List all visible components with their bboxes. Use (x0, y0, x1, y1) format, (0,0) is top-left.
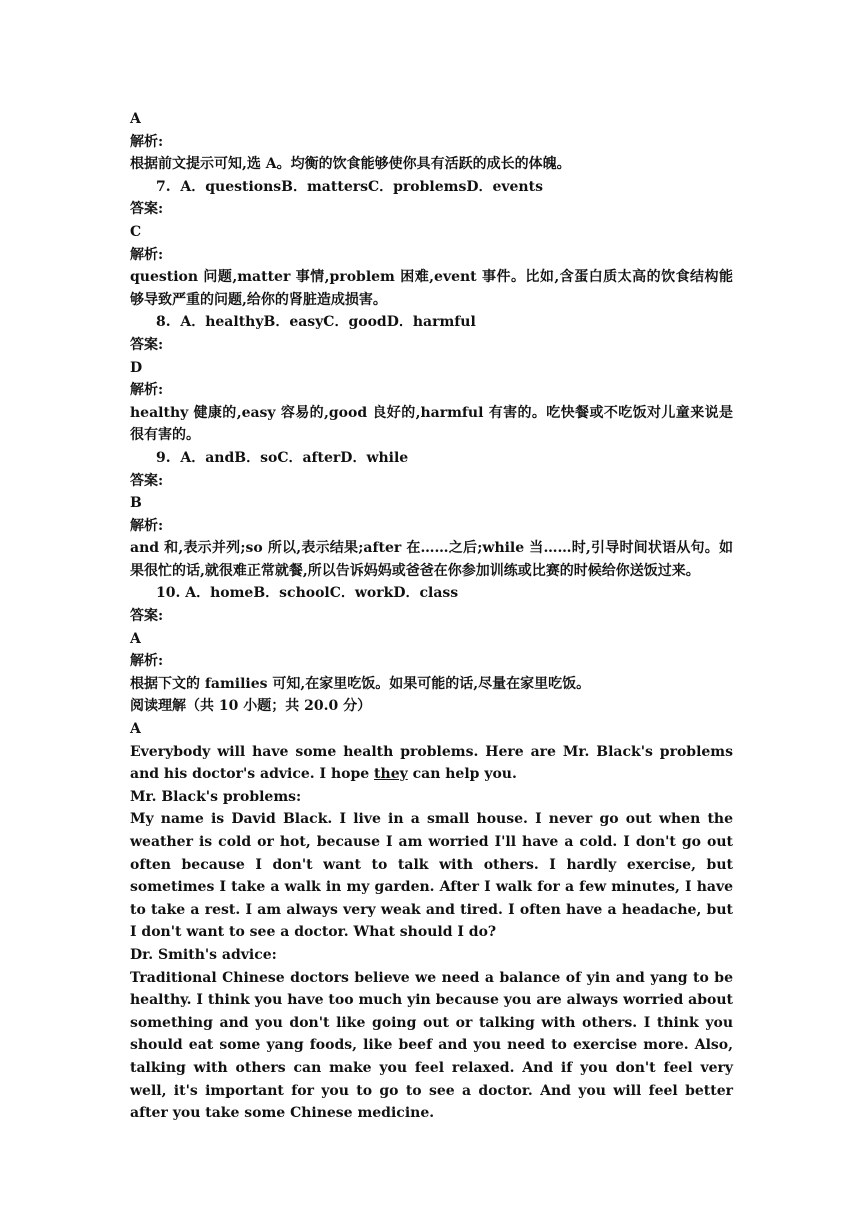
answer-label-10: 答案: (130, 608, 164, 625)
answer-label-8: 答案: (130, 336, 164, 353)
problems-text: My name is David Black. I live in a small house. I never go out when the weather is cold or hot, because I am worried I'll have a cold. I don't go out often because I don't want to talk with others. I hardly exercise, but sometimes I take a walk in my garden. After I walk for a few minutes, I have to take a rest. I am always very weak and tired. I often have a headache, but I don't want to see a doctor. What should I do? (130, 811, 733, 941)
analysis-label-7: 解析: (130, 246, 164, 263)
analysis-label-6: 解析: (130, 133, 164, 150)
analysis-6: 根据前文提示可知,选 A。均衡的饮食能够使你具有活跃的成长的体魄。 (130, 156, 571, 173)
answer-label-7: 答案: (130, 201, 164, 218)
answer-9: B (130, 495, 142, 512)
answer-10: A (130, 630, 141, 647)
intro-after: can help you. (407, 766, 517, 783)
question-10: 10. A．homeB．schoolC．workD．class (156, 585, 459, 602)
question-8: 8. A．healthyB．easyC．goodD．harmful (156, 314, 476, 331)
analysis-10: 根据下文的 families 可知,在家里吃饭。如果可能的话,尽量在家里吃饭。 (130, 675, 591, 692)
question-7: 7. A．questionsB．mattersC．problemsD．events (156, 178, 543, 195)
advice-text: Traditional Chinese doctors believe we need a balance of yin and yang to be healthy. I think you have too much yin because you are always worried about something and you don't like going out or talking with others. I think you should eat some yang foods, like beef and you need to exercise more. Also, talking with others can make you feel relaxed. And if you don't feel very well, it's important for you to go to see a doctor. And you will feel better after you take some Chinese medicine. (130, 969, 733, 1122)
answer-6-letter: A (130, 111, 141, 127)
section-title: 阅读理解（共 10 小题；共 20.0 分） (130, 698, 372, 715)
document-page (130, 108, 733, 1125)
advice-heading: Dr. Smith's advice: (130, 946, 277, 963)
analysis-7: question 问题,matter 事情,problem 困难,event 事件。比如,含蛋白质太高的饮食结构能够导致严重的问题,给你的肾脏造成损害。 (130, 269, 733, 308)
answer-7: C (130, 223, 142, 240)
passage-intro (130, 741, 733, 786)
analysis-label-9: 解析: (130, 517, 164, 534)
analysis-label-8: 解析: (130, 382, 164, 399)
passage-letter: A (130, 721, 141, 738)
analysis-8: healthy 健康的,easy 容易的,good 良好的,harmful 有害的。吃快餐或不吃饭对儿童来说是很有害的。 (130, 404, 733, 444)
answer-label-9: 答案: (130, 472, 164, 489)
question-9: 9. A．andB．soC．afterD．while (156, 449, 409, 466)
analysis-label-10: 解析: (130, 653, 164, 670)
problems-heading: Mr. Black's problems: (130, 788, 302, 805)
answer-8: D (130, 359, 143, 376)
intro-underlined-word: they (374, 766, 408, 783)
analysis-9: and 和,表示并列;so 所以,表示结果;after 在……之后;while 当……时,引导时间状语从句。如果很忙的话,就很难正常就餐,所以告诉妈妈或爸爸在你参加训练或比赛的时候给你送饭过来。 (130, 540, 733, 579)
intro-before: Everybody will have some health problems. Here are Mr. Black's problems and his doctor's advice. I hope (130, 743, 733, 783)
